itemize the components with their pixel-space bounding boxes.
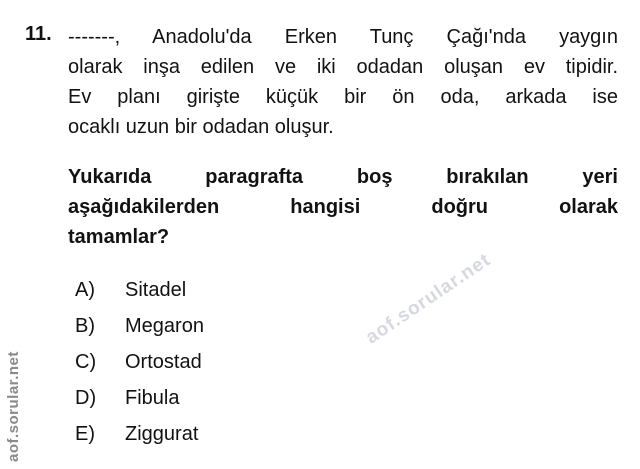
question-paragraph [68,22,618,142]
option-row-e [75,416,204,452]
question-line: olarak inşa edilen ve iki odadan oluşan ev tipidir. [68,56,618,78]
option-label: Ortostad [125,350,202,373]
question-line: ocaklı uzun bir odadan oluşur. [68,116,334,138]
option-letter: B) [75,314,95,337]
question-line: Ev planı girişte küçük bir ön oda, arkada ise [68,86,618,108]
option-label: Fibula [125,386,180,409]
option-row-d [75,380,204,416]
option-row-a [75,272,204,308]
option-row-c [75,344,204,380]
option-letter: D) [75,386,97,409]
watermark-diagonal: aof.sorular.net [362,249,495,349]
option-label: Sitadel [125,278,187,301]
prompt-line: tamamlar? [68,226,170,248]
option-label: Megaron [125,314,204,337]
option-letter: C) [75,350,97,373]
prompt-line: Yukarıda paragrafta boş bırakılan yeri [68,166,618,188]
prompt-line: aşağıdakilerden hangisi doğru olarak [68,196,618,218]
answer-options [75,272,204,452]
option-letter: A) [75,278,95,301]
watermark-vertical: aof.sorular.net [5,351,22,462]
option-letter: E) [75,422,95,445]
question-prompt [68,162,618,252]
question-line: -------, Anadolu'da Erken Tunç Çağı'nda yaygın [68,26,618,48]
question-number: 11. [25,23,52,45]
option-row-b [75,308,204,344]
option-label: Ziggurat [125,422,199,445]
